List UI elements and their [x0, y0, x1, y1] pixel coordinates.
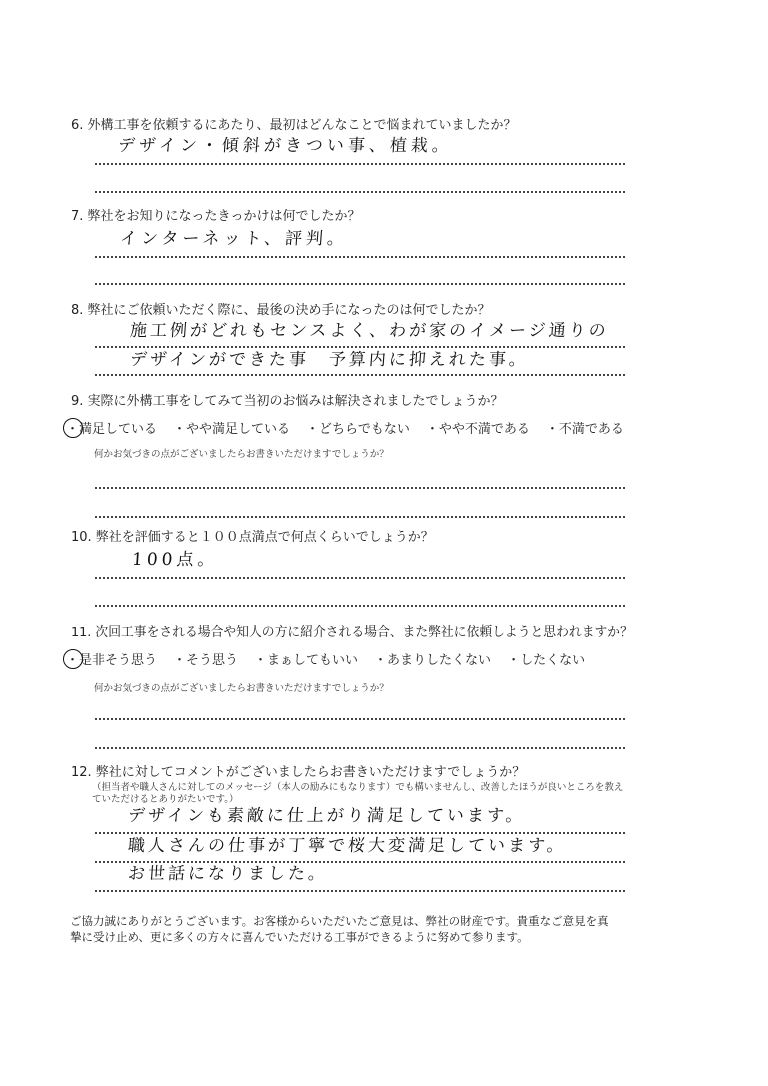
q11-option-definitely[interactable]: ・是非そう思う — [66, 653, 158, 668]
answer-line — [95, 747, 625, 749]
question-9-followup: 何かお気づきの点がございましたらお書きいただけますでしょうか？ — [94, 449, 389, 460]
q9-option-neutral[interactable]: ・どちらでもない — [306, 422, 410, 437]
q9-option-somewhat-dissatisfied[interactable]: ・やや不満である — [425, 422, 530, 437]
question-7-answer[interactable]: インターネット、評判。 — [119, 229, 349, 249]
q11-option-maybe[interactable]: ・まぁしてもいい — [254, 653, 359, 668]
question-11-followup: 何かお気づきの点がございましたらお書きいただけますでしょうか？ — [94, 683, 389, 694]
answer-line — [95, 605, 625, 607]
question-8-label: 8. 弊社にご依頼いただく際に、最後の決め手になったのは何でしたか？ — [71, 303, 491, 318]
question-9-label: 9. 実際に外構工事をしてみて当初のお悩みは解決されましたでしょうか？ — [71, 394, 504, 409]
question-12-answer-line-1[interactable]: デザインも素敵に仕上がり満足しています。 — [127, 806, 527, 826]
closing-message: ご協力誠にありがとうございます。お客様からいただいたご意見は、弊社の財産です。貴重なご意見を真摯に受け止め、更に多くの方々に喜んでいただける工事ができるように努めて参ります。 — [70, 914, 609, 944]
answer-line — [95, 191, 625, 193]
answer-line — [95, 374, 625, 376]
question-12-answer-line-3[interactable]: お世話になりました。 — [127, 864, 329, 884]
answer-line — [95, 577, 625, 579]
q11-option-no[interactable]: ・したくない — [507, 653, 586, 668]
question-10-answer[interactable]: 100点。 — [131, 550, 220, 570]
question-12-label: 12. 弊社に対してコメントがございましたらお書きいただけますでしょうか？ — [71, 765, 526, 780]
answer-line — [95, 890, 625, 892]
question-7-label: 7. 弊社をお知りになったきっかけは何でしたか？ — [71, 209, 361, 224]
q9-option-satisfied[interactable]: ・満足している — [66, 422, 158, 437]
answer-line — [95, 718, 625, 720]
question-9-options — [66, 422, 640, 438]
question-11-label: 11. 次回工事をされる場合や知人の方に紹介される場合、また弊社に依頼しようと思われますか？ — [71, 625, 633, 640]
question-12-note: （担当者や職人さんに対してのメッセージ（本人の励みにもなります）でも構いませんし、改善したほうが良いところを教えていただけるとありがたいです。） — [92, 782, 624, 805]
q9-option-dissatisfied[interactable]: ・不満である — [545, 422, 624, 437]
answer-line — [95, 256, 625, 258]
question-8-answer-line-1[interactable]: 施工例がどれもセンスよく、わが家のイメージ通りの — [129, 321, 610, 341]
question-6-answer[interactable]: デザイン・傾斜がきつい事、植栽。 — [117, 136, 454, 156]
q9-option-somewhat-satisfied[interactable]: ・やや満足している — [173, 422, 291, 437]
question-11-options — [66, 653, 601, 669]
answer-line — [95, 516, 625, 518]
answer-line — [95, 487, 625, 489]
answer-line — [95, 861, 625, 863]
q11-option-yes[interactable]: ・そう思う — [173, 653, 239, 668]
question-10-label: 10. 弊社を評価すると１００点満点で何点くらいでしょうか？ — [71, 530, 434, 545]
question-8-answer-line-2[interactable]: デザインができた事 予算内に抑えれた事。 — [129, 350, 530, 370]
answer-line — [95, 832, 625, 834]
answer-line — [95, 346, 625, 348]
question-12-answer-line-2[interactable]: 職人さんの仕事が丁寧で桜大変満足しています。 — [127, 836, 568, 856]
answer-line — [95, 283, 625, 285]
q11-option-not-really[interactable]: ・あまりしたくない — [374, 653, 492, 668]
question-6-label: 6. 外構工事を依頼するにあたり、最初はどんなことで悩まれていましたか？ — [71, 118, 517, 133]
answer-line — [95, 163, 625, 165]
